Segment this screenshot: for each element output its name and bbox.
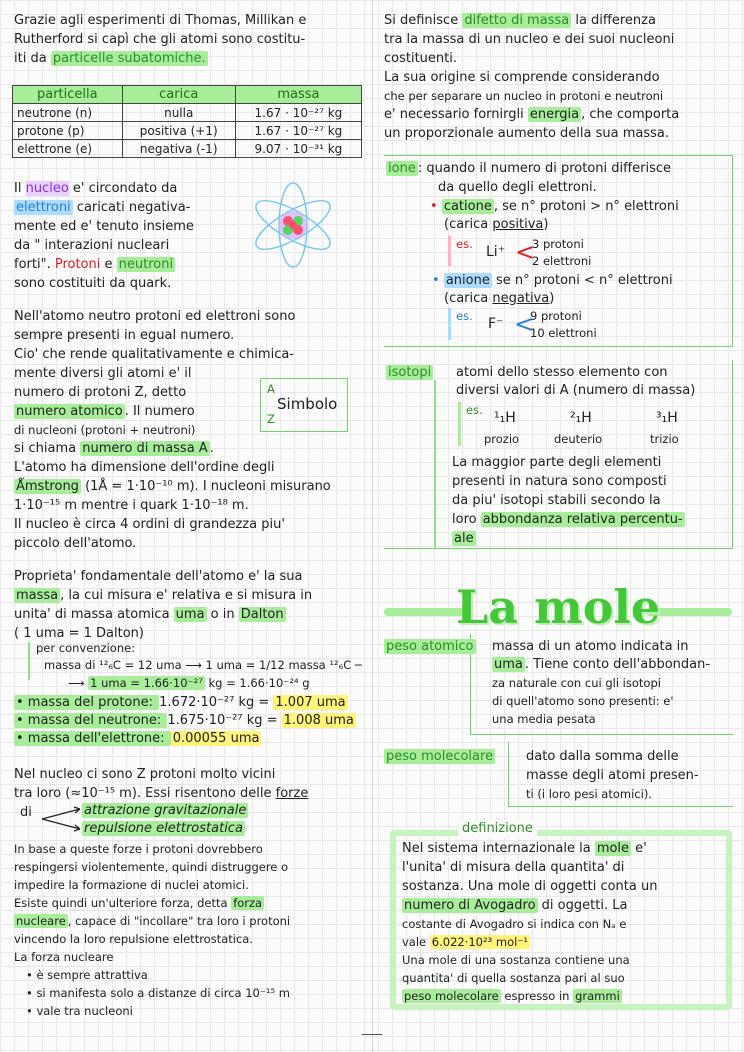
force-item: attrazione gravitazionale bbox=[84, 803, 247, 818]
atomic-weight-text: za naturale con cui gli isotopi bbox=[492, 676, 661, 690]
table-header: carica bbox=[122, 86, 235, 104]
isotopes-text: La maggior parte degli elementi bbox=[452, 455, 662, 470]
forces-text: In base a queste forze i protoni dovrebbero bbox=[14, 842, 263, 856]
ion-text: (carica negativa) bbox=[444, 291, 555, 306]
mass-bullet: • massa del neutrone: 1.675·10⁻²⁷ kg = 1.008 uma bbox=[16, 713, 354, 728]
table-cell: elettrone (e) bbox=[13, 140, 123, 158]
forces-text: nucleare , capace di "incollare" tra loro i protoni bbox=[16, 914, 291, 928]
nucleus-text: mente ed e' tenuto insieme bbox=[14, 219, 194, 234]
neutral-text: 1·10⁻¹⁵ m mentre i quark 1·10⁻¹⁸ m. bbox=[14, 498, 249, 513]
nucleus-text: da " interazioni nucleari bbox=[14, 238, 170, 253]
isotope-name: deuterio bbox=[554, 432, 603, 446]
convention-line: ⟶ 1 uma = 1.66·10⁻²⁷ kg = 1.66·10⁻²⁴ g bbox=[68, 676, 310, 690]
table-row bbox=[13, 140, 362, 158]
forces-bullet: • vale tra nucleoni bbox=[26, 1004, 133, 1018]
nucleus-text: forti". Protoni e neutroni bbox=[14, 257, 174, 272]
ion-text: • anione se n° protoni < n° elettroni bbox=[432, 273, 673, 288]
table-cell: 1.67 · 10⁻²⁷ kg bbox=[235, 122, 361, 140]
forces-text: di bbox=[20, 805, 32, 820]
mass-bullet: • massa dell'elettrone: 0.00055 uma bbox=[16, 731, 260, 746]
definition-text: peso molecolare espresso in grammi bbox=[404, 989, 620, 1003]
page-title: La mole bbox=[455, 580, 661, 634]
intro-line: iti da particelle subatomiche. bbox=[14, 51, 206, 66]
intro-line: Grazie agli esperimenti di Thomas, Millikan e bbox=[14, 13, 307, 28]
example-label: es. bbox=[456, 237, 473, 251]
atomic-weight-text: una media pesata bbox=[492, 712, 596, 726]
symbol-z: Z bbox=[267, 412, 275, 426]
example-bar bbox=[458, 402, 461, 446]
neutral-text: L'atomo ha dimensione dell'ordine degli bbox=[14, 460, 275, 475]
bracket-icon: < bbox=[514, 310, 535, 338]
table-header: massa bbox=[235, 86, 361, 104]
nucleus-text: sono costituiti da quark. bbox=[14, 276, 172, 291]
defect-text: Si definisce difetto di massa la differenza bbox=[384, 13, 656, 28]
neutral-text: di nucleoni (protoni + neutroni) bbox=[14, 423, 196, 437]
mass-text: Proprieta' fondamentale dell'atomo e' la sua bbox=[14, 569, 303, 584]
atomic-weight-title: peso atomico bbox=[386, 639, 474, 654]
neutral-text: si chiama numero di massa A . bbox=[14, 441, 214, 456]
convention-bar bbox=[28, 642, 36, 680]
molecular-weight-text: masse degli atomi presen- bbox=[526, 768, 699, 783]
nucleus-text: elettroni caricati negativa- bbox=[16, 200, 191, 215]
lithium-ion: Li⁺ bbox=[486, 244, 506, 260]
forces-text: Esiste quindi un'ulteriore forza, detta forza bbox=[14, 896, 263, 910]
intro-line: Rutherford si capì che gli atomi sono costitu- bbox=[14, 32, 306, 47]
mass-bullet: • massa del protone: 1.672·10⁻²⁷ kg = 1.007 uma bbox=[16, 695, 346, 710]
particles-table bbox=[12, 85, 362, 158]
neutral-text: numero atomico . Il numero bbox=[16, 404, 195, 419]
molecular-weight-text: dato dalla somma delle bbox=[526, 749, 679, 764]
forces-text: Nel nucleo ci sono Z protoni molto vicini bbox=[14, 767, 276, 782]
table-row bbox=[13, 104, 362, 122]
table-cell: 1.67 · 10⁻²⁷ kg bbox=[235, 104, 361, 122]
mass-text: unita' di massa atomica uma o in Dalton bbox=[14, 607, 284, 622]
isotopes-text: atomi dello stesso elemento con bbox=[456, 365, 668, 380]
atomic-weight-text: massa di un atomo indicata in bbox=[492, 639, 689, 654]
forces-text: tra loro (≈10⁻¹⁵ m). Essi risentono delle forze bbox=[14, 786, 309, 801]
neutral-text: mente diversi gli atomi e' il bbox=[14, 366, 192, 381]
lithium-protons: 3 protoni bbox=[532, 237, 584, 251]
defect-text: un proporzionale aumento della sua massa. bbox=[384, 126, 670, 141]
definition-title: definizione bbox=[458, 820, 537, 838]
symbol-a: A bbox=[267, 382, 275, 396]
atom-illustration bbox=[248, 180, 338, 270]
isotopes-text: ale bbox=[454, 531, 474, 546]
isotope-name: prozio bbox=[484, 432, 520, 446]
neutral-text: piccolo dell'atomo. bbox=[14, 536, 137, 551]
forces-bullet: • si manifesta solo a distanze di circa 10⁻¹⁵ m bbox=[26, 986, 291, 1000]
fluorine-protons: 9 protoni bbox=[530, 309, 582, 323]
forces-text: impedire la formazione di nuclei atomici. bbox=[14, 878, 249, 892]
ion-text: (carica positiva) bbox=[444, 217, 549, 232]
example-bar bbox=[448, 236, 451, 266]
isotopes-text: presenti in natura sono composti bbox=[452, 474, 667, 489]
mass-text: ( 1 uma = 1 Dalton) bbox=[14, 626, 144, 641]
nucleus-text: Il nucleo e' circondato da bbox=[14, 181, 178, 196]
table-cell: protone (p) bbox=[13, 122, 123, 140]
forces-arrows-icon bbox=[40, 804, 84, 834]
mass-text: massa , la cui misura e' relativa e si misura in bbox=[16, 588, 313, 603]
ion-text: • catione , se n° protoni > n° elettroni bbox=[430, 199, 679, 214]
neutral-text: Nell'atomo neutro protoni ed elettroni sono bbox=[14, 309, 296, 324]
neutral-text: sempre presenti in egual numero. bbox=[14, 328, 235, 343]
defect-text: e' necessario fornirgli energia , che comporta bbox=[384, 107, 680, 122]
force-item: repulsione elettrostatica bbox=[84, 821, 243, 836]
definition-text: Nel sistema internazionale la mole e' bbox=[402, 841, 647, 856]
forces-text: vincendo la loro repulsione elettrostatica. bbox=[14, 932, 253, 946]
table-row bbox=[13, 122, 362, 140]
ion-text: da quello degli elettroni. bbox=[438, 180, 597, 195]
example-label: es. bbox=[466, 403, 483, 417]
definition-text: costante di Avogadro si indica con Nₐ e bbox=[402, 917, 627, 931]
convention-line: massa di ¹²₆C = 12 uma ⟶ 1 uma = 1/12 massa ¹²₆C ─ bbox=[44, 658, 362, 672]
table-cell: 9.07 · 10⁻³¹ kg bbox=[235, 140, 361, 158]
atomic-weight-text: uma . Tiene conto dell'abbondan- bbox=[494, 657, 711, 672]
defect-text: La sua origine si comprende considerando bbox=[384, 70, 660, 85]
forces-text: respingersi violentemente, quindi distruggere o bbox=[14, 860, 289, 874]
molecular-weight-text: ti (i loro pesi atomici). bbox=[526, 787, 652, 801]
table-header-row bbox=[13, 86, 362, 104]
table-cell: nulla bbox=[122, 104, 235, 122]
neutral-text: Cio' che rende qualitativamente e chimica- bbox=[14, 347, 294, 362]
definition-text: vale 6.022·10²³ mol⁻¹ bbox=[402, 935, 528, 949]
ion-title: ione : quando il numero di protoni differisce bbox=[388, 161, 671, 176]
molecular-weight-title: peso molecolare bbox=[386, 749, 494, 764]
symbol-box bbox=[260, 378, 348, 432]
neutral-text: Ǻmstrong (1Å = 1·10⁻¹⁰ m). I nucleoni misurano bbox=[16, 479, 331, 494]
forces-bullet: • è sempre attrattiva bbox=[26, 968, 148, 982]
defect-text: che per separare un nucleo in protoni e neutroni bbox=[384, 89, 664, 103]
definition-text: numero di Avogadro di oggetti. La bbox=[404, 898, 628, 913]
definition-text: l'unita' di misura della quantita' di bbox=[402, 860, 625, 875]
isotopes-bar bbox=[434, 380, 436, 548]
isotope-tritium: ³₁H bbox=[656, 410, 678, 426]
defect-text: tra la massa di un nucleo e dei suoi nucleoni bbox=[384, 32, 675, 47]
fluorine-electrons: 10 elettroni bbox=[530, 326, 597, 340]
isotope-protium: ¹₁H bbox=[494, 410, 516, 426]
symbol-label: Simbolo bbox=[277, 395, 338, 413]
atomic-weight-text: di quell'atomo sono presenti: e' bbox=[492, 694, 674, 708]
table-header: particella bbox=[13, 86, 123, 104]
column-divider bbox=[372, 0, 373, 1052]
isotopes-text: loro abbondanza relativa percentu- bbox=[452, 512, 683, 527]
page-marker bbox=[362, 1034, 382, 1035]
isotopes-text: da piu' isotopi stabili secondo la bbox=[452, 493, 661, 508]
table-cell: neutrone (n) bbox=[13, 104, 123, 122]
isotope-name: trizio bbox=[650, 432, 679, 446]
example-bar bbox=[448, 308, 451, 340]
bracket-icon: < bbox=[515, 238, 536, 266]
isotopes-title: isotopi bbox=[388, 365, 432, 380]
convention-title: per convenzione: bbox=[36, 641, 136, 655]
definition-text: Una mole di una sostanza contiene una bbox=[402, 953, 630, 967]
table-cell: positiva (+1) bbox=[122, 122, 235, 140]
neutral-text: Il nucleo è circa 4 ordini di grandezza piu' bbox=[14, 517, 285, 532]
forces-text: La forza nucleare bbox=[14, 950, 114, 964]
table-cell: negativa (-1) bbox=[122, 140, 235, 158]
defect-text: costituenti. bbox=[384, 51, 457, 66]
isotope-deuterium: ²₁H bbox=[570, 410, 592, 426]
example-label: es. bbox=[456, 309, 473, 323]
definition-text: sostanza. Una mole di oggetti conta un bbox=[402, 879, 658, 894]
isotopes-text: diversi valori di A (numero di massa) bbox=[456, 383, 696, 398]
fluorine-ion: F⁻ bbox=[488, 316, 504, 332]
neutral-text: numero di protoni Z, detto bbox=[14, 385, 187, 400]
lithium-electrons: 2 elettroni bbox=[532, 254, 592, 268]
definition-text: quantita' di quella sostanza pari al suo bbox=[402, 971, 625, 985]
